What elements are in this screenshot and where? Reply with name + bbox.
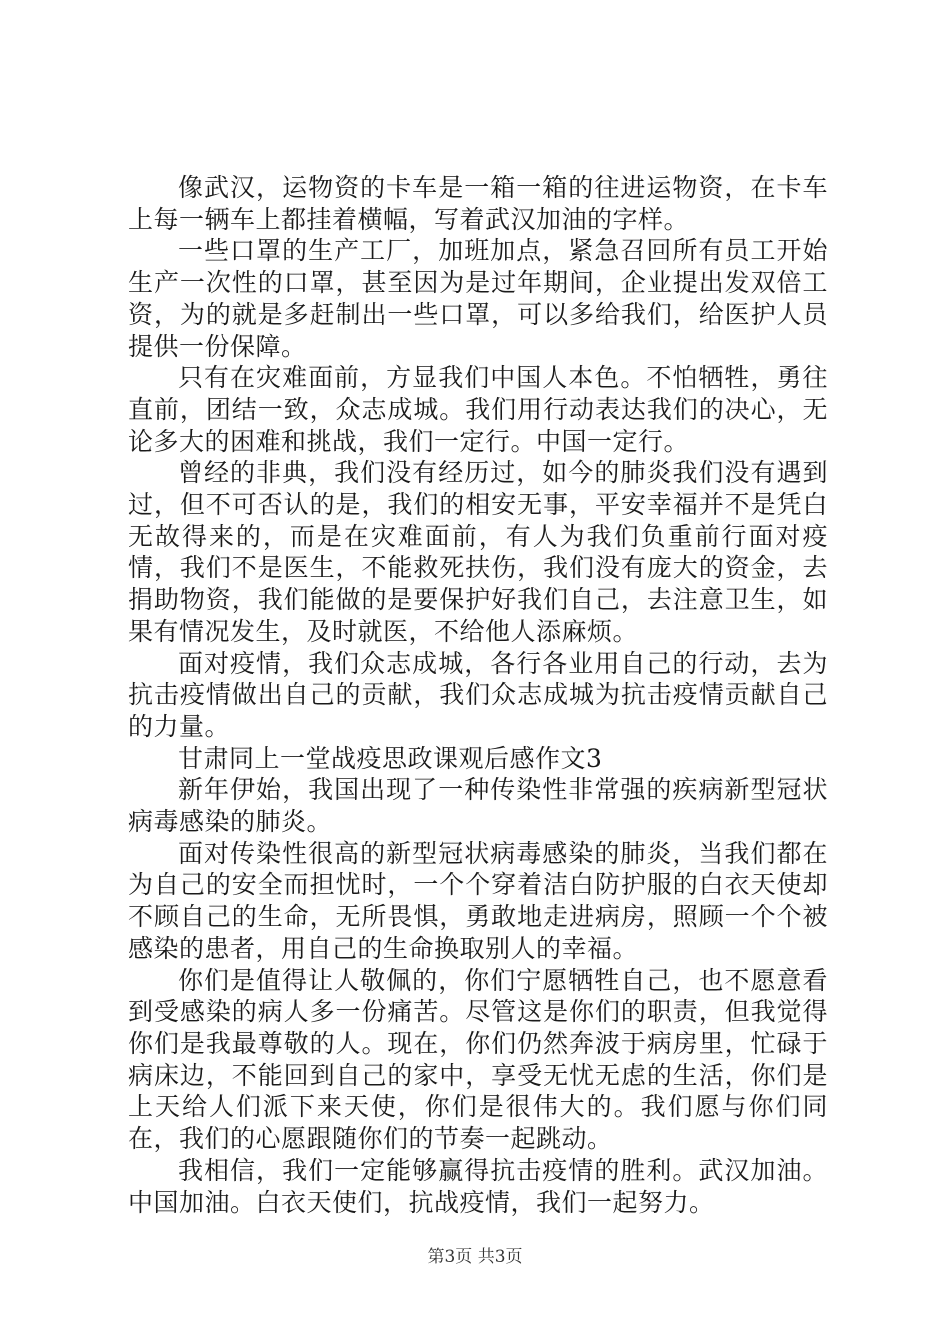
paragraph: 你们是值得让人敬佩的，你们宁愿牺牲自己，也不愿意看到受感染的病人多一份痛苦。尽管这是你们的职责，但我觉得你们是我最尊敬的人。现在，你们仍然奔波于病房里，忙碌于病床边，不能回到自己的家中，享受无忧无虑的生活，你们是上天给人们派下来天使，你们是很伟大的。我们愿与你们同在，我们的心愿跟随你们的节奏一起跳动。	[128, 965, 828, 1154]
paragraph: 我相信，我们一定能够赢得抗击疫情的胜利。武汉加油。中国加油。白衣天使们，抗战疫情，我们一起努力。	[128, 1155, 828, 1217]
paragraph: 面对传染性很高的新型冠状病毒感染的肺炎，当我们都在为自己的安全而担忧时，一个个穿着洁白防护服的白衣天使却不顾自己的生命，无所畏惧，勇敢地走进病房，照顾一个个被感染的患者，用自己的生命换取别人的幸福。	[128, 838, 828, 963]
document-body	[128, 172, 828, 1218]
paragraph: 像武汉，运物资的卡车是一箱一箱的往进运物资，在卡车上每一辆车上都挂着横幅，写着武汉加油的字样。	[128, 173, 828, 234]
page-footer: 第3页 共3页	[427, 1247, 523, 1267]
paragraph: 面对疫情，我们众志成城，各行各业用自己的行动，去为抗击疫情做出自己的贡献，我们众志成城为抗击疫情贡献自己的力量。	[128, 648, 828, 741]
section-heading: 甘肃同上一堂战疫思政课观后感作文3	[178, 743, 603, 773]
paragraph: 新年伊始，我国出现了一种传染性非常强的疾病新型冠状病毒感染的肺炎。	[128, 775, 828, 837]
paragraph: 一些口罩的生产工厂，加班加点，紧急召回所有员工开始生产一次性的口罩，甚至因为是过年期间，企业提出发双倍工资，为的就是多赶制出一些口罩，可以多给我们，给医护人员提供一份保障。	[128, 236, 828, 361]
paragraph: 曾经的非典，我们没有经历过，如今的肺炎我们没有遇到过，但不可否认的是，我们的相安无事，平安幸福并不是凭白无故得来的，而是在灾难面前，有人为我们负重前行面对疫情，我们不是医生，不能救死扶伤，我们没有庞大的资金，去捐助物资，我们能做的是要保护好我们自己，去注意卫生，如果有情况发生，及时就医，不给他人添麻烦。	[128, 458, 828, 646]
paragraph: 只有在灾难面前，方显我们中国人本色。不怕牺牲，勇往直前，团结一致，众志成城。我们用行动表达我们的决心，无论多大的困难和挑战，我们一定行。中国一定行。	[128, 363, 828, 456]
